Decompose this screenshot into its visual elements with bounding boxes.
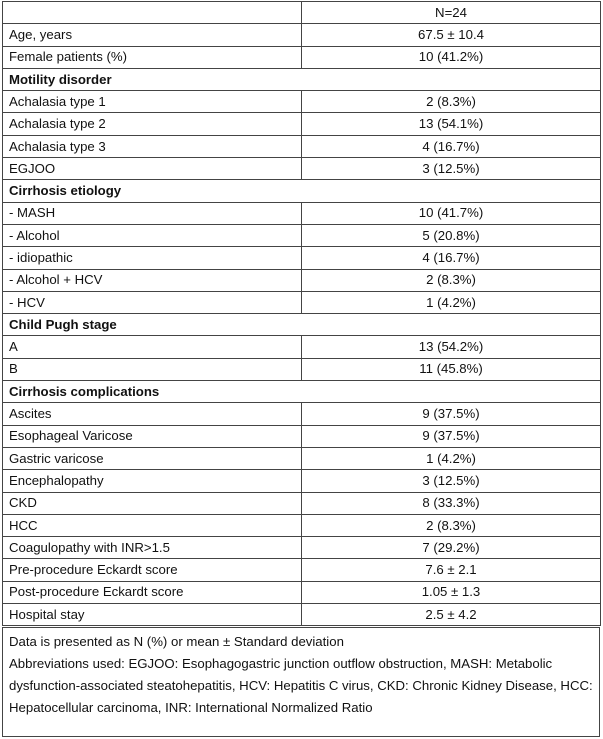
row-value: 10 (41.7%) xyxy=(302,202,601,224)
table-row xyxy=(3,559,601,581)
footnote-abbreviations: Abbreviations used: EGJOO: Esophagogastric junction outflow obstruction, MASH: Metabolic dysfunction-associated steatohepatitis, HCV: Hepatitis C virus, CKD: Chronic Kidney Disease, HCC: Hepatocellular carcinoma, INR: International Normalized Ratio xyxy=(9,656,593,715)
row-value: 1 (4.2%) xyxy=(302,291,601,313)
row-label: A xyxy=(3,336,302,358)
footnote-data-presentation: Data is presented as N (%) or mean ± Standard deviation xyxy=(9,634,344,649)
table-row xyxy=(3,492,601,514)
table-row xyxy=(3,247,601,269)
row-value: 1.05 ± 1.3 xyxy=(302,581,601,603)
table-row xyxy=(3,113,601,135)
table-row xyxy=(3,291,601,313)
row-label: Esophageal Varicose xyxy=(3,425,302,447)
row-value: 2 (8.3%) xyxy=(302,269,601,291)
row-label: Age, years xyxy=(3,24,302,46)
row-label: Achalasia type 2 xyxy=(3,113,302,135)
row-value: 9 (37.5%) xyxy=(302,425,601,447)
section-header-label: Motility disorder xyxy=(3,68,601,90)
row-label: - idiopathic xyxy=(3,247,302,269)
table-row xyxy=(3,470,601,492)
header-value-cell: N=24 xyxy=(302,2,601,24)
row-value: 2 (8.3%) xyxy=(302,91,601,113)
table-row xyxy=(3,514,601,536)
row-label: Encephalopathy xyxy=(3,470,302,492)
row-label: Achalasia type 3 xyxy=(3,135,302,157)
section-header-row xyxy=(3,314,601,336)
row-label: Female patients (%) xyxy=(3,46,302,68)
row-value: 5 (20.8%) xyxy=(302,224,601,246)
row-label: HCC xyxy=(3,514,302,536)
table-row xyxy=(3,202,601,224)
table-row xyxy=(3,403,601,425)
table-row xyxy=(3,537,601,559)
table-row xyxy=(3,425,601,447)
row-label: - MASH xyxy=(3,202,302,224)
row-label: Achalasia type 1 xyxy=(3,91,302,113)
row-value: 8 (33.3%) xyxy=(302,492,601,514)
table-row xyxy=(3,604,601,626)
table-row xyxy=(3,336,601,358)
row-value: 13 (54.1%) xyxy=(302,113,601,135)
section-header-row xyxy=(3,180,601,202)
row-label: Pre-procedure Eckardt score xyxy=(3,559,302,581)
row-value: 10 (41.2%) xyxy=(302,46,601,68)
row-label: Ascites xyxy=(3,403,302,425)
section-header-label: Child Pugh stage xyxy=(3,314,601,336)
row-label: - HCV xyxy=(3,291,302,313)
row-label: B xyxy=(3,358,302,380)
table-row xyxy=(3,24,601,46)
table-body xyxy=(3,2,601,626)
row-value: 7.6 ± 2.1 xyxy=(302,559,601,581)
row-value: 11 (45.8%) xyxy=(302,358,601,380)
patient-characteristics-table xyxy=(2,1,601,626)
row-value: 3 (12.5%) xyxy=(302,158,601,180)
row-label: CKD xyxy=(3,492,302,514)
table-row xyxy=(3,581,601,603)
row-value: 3 (12.5%) xyxy=(302,470,601,492)
row-value: 67.5 ± 10.4 xyxy=(302,24,601,46)
row-value: 4 (16.7%) xyxy=(302,135,601,157)
section-header-row xyxy=(3,68,601,90)
row-value: 1 (4.2%) xyxy=(302,447,601,469)
table-row xyxy=(3,91,601,113)
row-value: 2 (8.3%) xyxy=(302,514,601,536)
section-header-label: Cirrhosis complications xyxy=(3,381,601,403)
header-row xyxy=(3,2,601,24)
row-value: 9 (37.5%) xyxy=(302,403,601,425)
row-label: - Alcohol + HCV xyxy=(3,269,302,291)
table-footnotes xyxy=(2,627,600,737)
header-label-cell xyxy=(3,2,302,24)
section-header-label: Cirrhosis etiology xyxy=(3,180,601,202)
section-header-row xyxy=(3,381,601,403)
row-label: - Alcohol xyxy=(3,224,302,246)
row-label: Hospital stay xyxy=(3,604,302,626)
row-label: Coagulopathy with INR>1.5 xyxy=(3,537,302,559)
row-label: Post-procedure Eckardt score xyxy=(3,581,302,603)
table-row xyxy=(3,158,601,180)
row-value: 2.5 ± 4.2 xyxy=(302,604,601,626)
table-row xyxy=(3,135,601,157)
row-label: EGJOO xyxy=(3,158,302,180)
row-value: 7 (29.2%) xyxy=(302,537,601,559)
row-value: 4 (16.7%) xyxy=(302,247,601,269)
table-row xyxy=(3,447,601,469)
table-row xyxy=(3,46,601,68)
row-value: 13 (54.2%) xyxy=(302,336,601,358)
table-row xyxy=(3,358,601,380)
table-row xyxy=(3,224,601,246)
row-label: Gastric varicose xyxy=(3,447,302,469)
table-row xyxy=(3,269,601,291)
